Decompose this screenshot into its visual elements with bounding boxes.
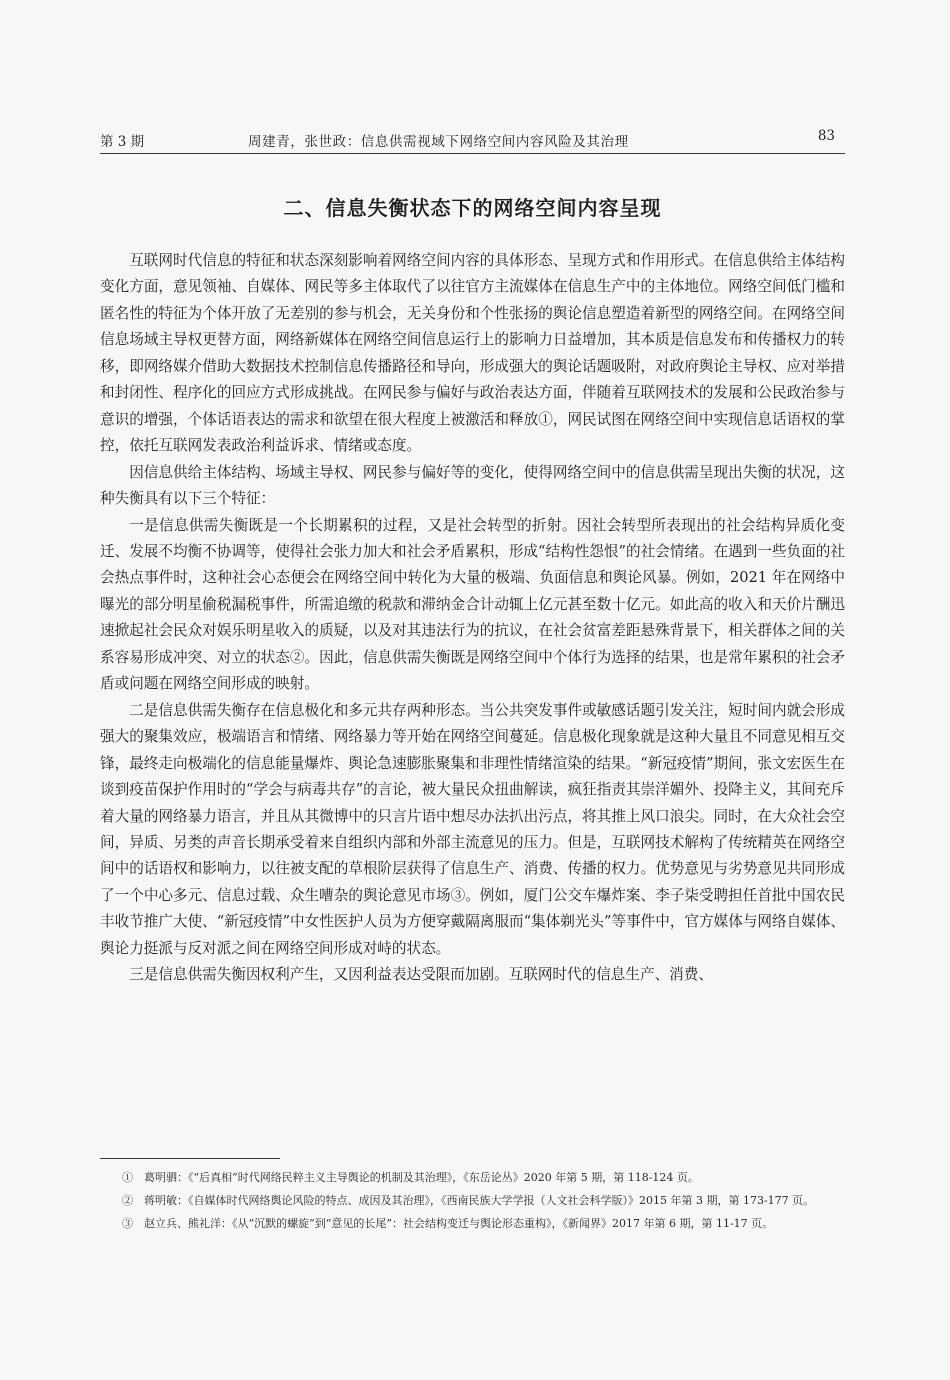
paragraph: 因信息供给主体结构、场域主导权、网民参与偏好等的变化，使得网络空间中的信息供需呈现出失衡的状况，这种失衡具有以下三个特征： (100, 463, 845, 508)
footnote: ① 葛明驷：《“后真相”时代网络民粹主义主导舆论的机制及其治理》，《东岳论丛》2020 年第 5 期，第 118-124 页。 (122, 1171, 699, 1184)
footnote: ③ 赵立兵、熊礼洋：《从“沉默的螺旋”到“意见的长尾”：社会结构变迁与舆论形态重构》，《新闻界》2017 年第 6 期，第 11-17 页。 (122, 1217, 774, 1230)
paragraph: 一是信息供需失衡既是一个长期累积的过程，又是社会转型的折射。因社会转型所表现出的社会结构异质化变迁、发展不均衡不协调等，使得社会张力加大和社会矛盾累积，形成“结构性怨恨”的社会情绪。在遇到一些负面的社会热点事件时，这种社会心态便会在网络空间中转化为大量的极端、负面信息和舆论风暴。例如，2021 年在网络中曝光的部分明星偷税漏税事件，所需追缴的税款和滞纳金合计动辄上亿元甚至数十亿元。如此高的收入和天价片酬迅速掀起社会民众对娱乐明星收入的质疑，以及对其违法行为的抗议，在社会贫富差距悬殊背景下，相关群体之间的关系容易形成冲突、对立的状态②。因此，信息供需失衡既是网络空间中个体行为选择的结果，也是常年累积的社会矛盾或问题在网络空间形成的映射。 (100, 516, 845, 693)
running-title: 周建青，张世政：信息供需视域下网络空间内容风险及其治理 (248, 134, 629, 150)
body-text (100, 248, 845, 989)
footnote-rule (100, 1158, 280, 1159)
footnote: ② 蒋明敏：《自媒体时代网络舆论风险的特点、成因及其治理》，《西南民族大学学报（人文社会科学版）》2015 年第 3 期，第 173-177 页。 (122, 1194, 815, 1207)
paragraph: 互联网时代信息的特征和状态深刻影响着网络空间内容的具体形态、呈现方式和作用形式。在信息供给主体结构变化方面，意见领袖、自媒体、网民等多主体取代了以往官方主流媒体在信息生产中的主体地位。网络空间低门槛和匿名性的特征为个体开放了无差别的参与机会，无关身份和个性张扬的舆论信息塑造着新型的网络空间。在网络空间信息场域主导权更替方面，网络新媒体在网络空间信息运行上的影响力日益增加，其本质是信息发布和传播权力的转移，即网络媒介借助大数据技术控制信息传播路径和导向，形成强大的舆论话题吸附，对政府舆论主导权、应对举措和封闭性、程序化的回应方式形成挑战。在网民参与偏好与政治表达方面，伴随着互联网技术的发展和公民政治参与意识的增强，个体话语表达的需求和欲望在很大程度上被激活和释放①，网民试图在网络空间中实现信息话语权的掌控，依托互联网发表政治利益诉求、情绪或态度。 (100, 252, 845, 455)
section-title: 二、信息失衡状态下的网络空间内容呈现 (283, 196, 662, 220)
paragraph: 二是信息供需失衡存在信息极化和多元共存两种形态。当公共突发事件或敏感话题引发关注，短时间内就会形成强大的聚集效应，极端语言和情绪、网络暴力等开始在网络空间蔓延。信息极化现象就是这种大量且不同意见相互交锋，最终走向极端化的信息能量爆炸、舆论急速膨胀聚集和非理性情绪渲染的结果。“新冠疫情”期间，张文宏医生在谈到疫苗保护作用时的“学会与病毒共存”的言论，被大量民众扭曲解读，疯狂指责其崇洋媚外、投降主义，其间充斥着大量的网络暴力语言，并且从其微博中的只言片语中想尽办法扒出污点，将其推上风口浪尖。同时，在大众社会空间，异质、另类的声音长期承受着来自组织内部和外部主流意见的压力。但是，互联网技术解构了传统精英在网络空间中的话语权和影响力，以往被支配的草根阶层获得了信息生产、消费、传播的权力。优势意见与劣势意见共同形成了一个中心多元、信息过载、众生嘈杂的舆论意见市场③。例如，厦门公交车爆炸案、李子柒受聘担任首批中国农民丰收节推广大使、“新冠疫情”中女性医护人员为方便穿戴隔离服而“集体剃光头”等事件中，官方媒体与网络自媒体、舆论力挺派与反对派之间在网络空间形成对峙的状态。 (100, 701, 845, 957)
running-header (100, 128, 845, 150)
issue-number: 第 3 期 (100, 134, 145, 150)
paragraph: 三是信息供需失衡因权利产生，又因利益表达受限而加剧。互联网时代的信息生产、消费、 (129, 966, 713, 984)
page-number: 83 (817, 128, 835, 144)
header-rule (100, 153, 845, 154)
footnotes (100, 1166, 845, 1235)
